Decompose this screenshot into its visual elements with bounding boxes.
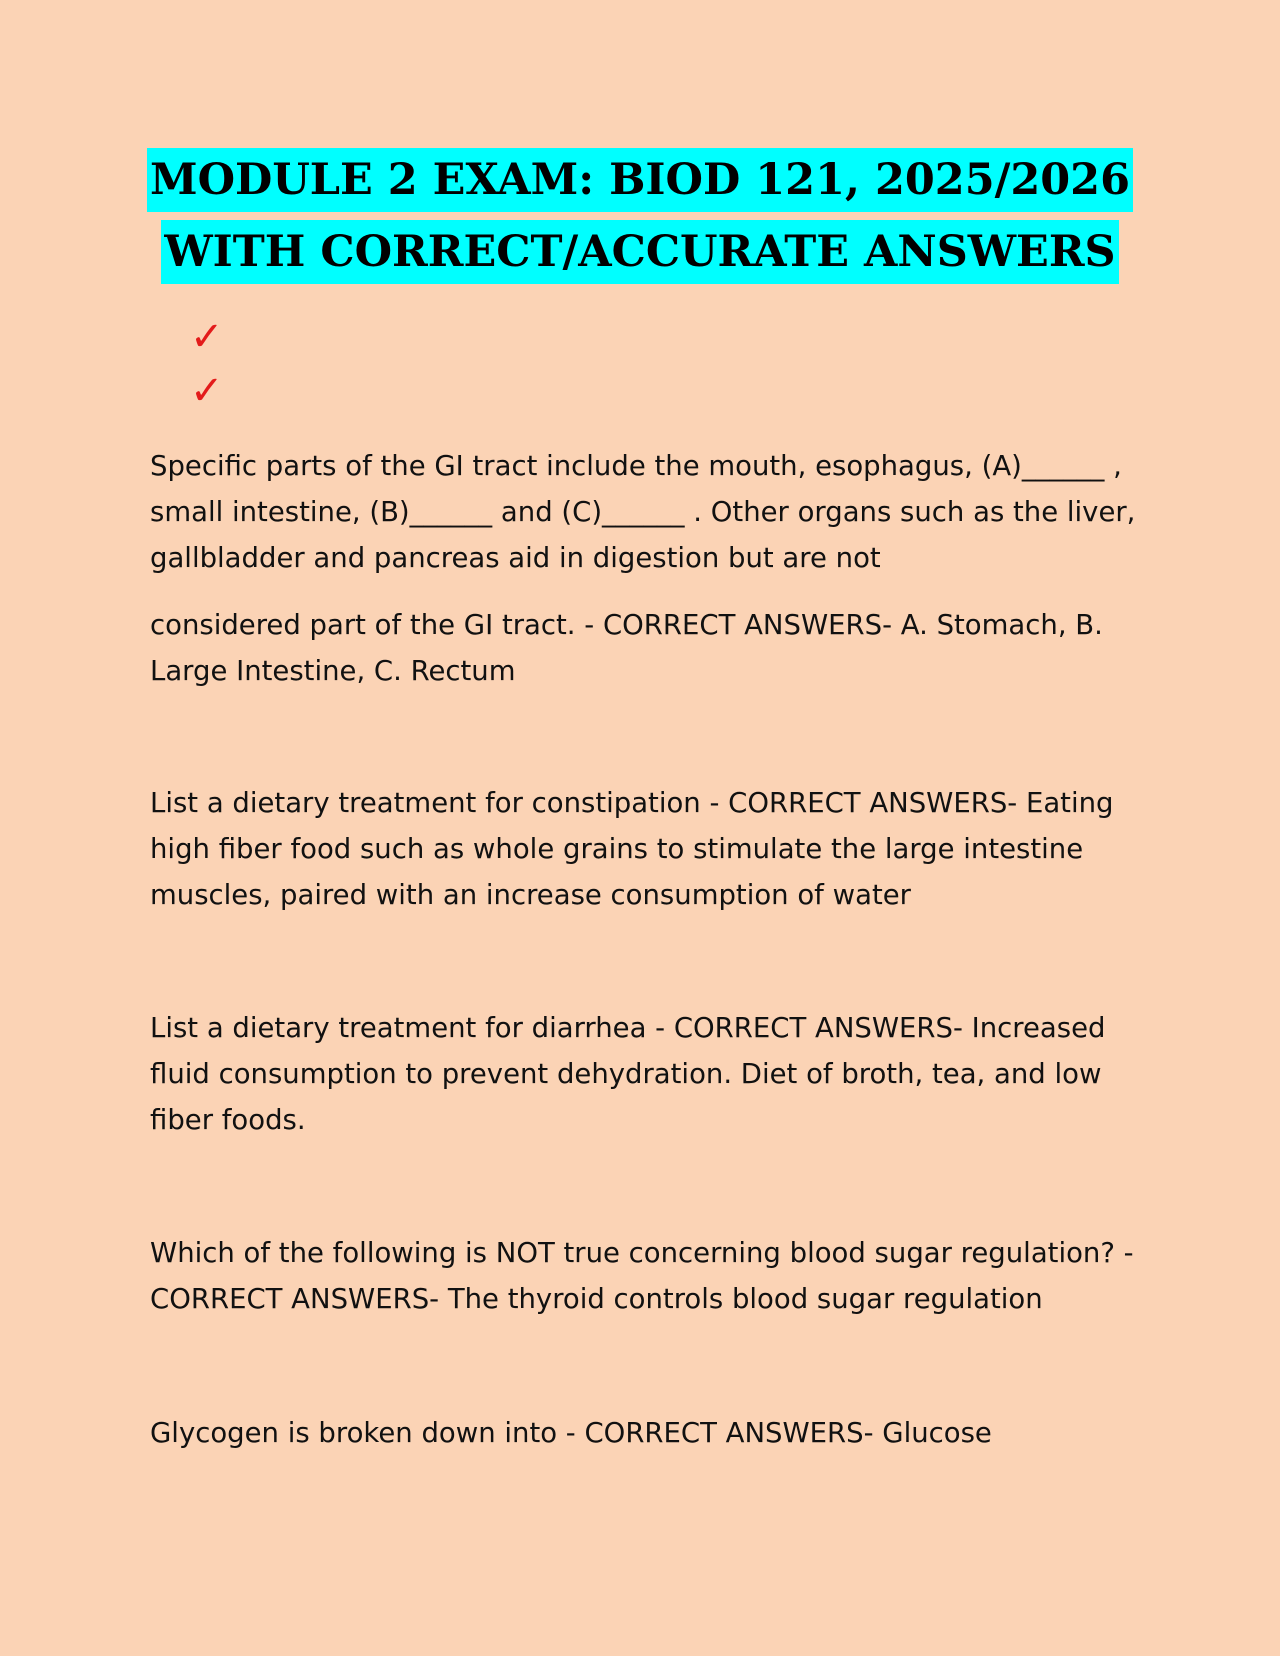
qa-item-3-text: List a dietary treatment for diarrhea - CORRECT ANSWERS- Increased fluid consumption to prevent dehydration. Diet of broth, tea, and low fiber foods. — [150, 1012, 1106, 1136]
title-line-2: WITH CORRECT/ACCURATE ANSWERS — [161, 220, 1118, 284]
qa-item-5 — [150, 1410, 1140, 1456]
document-title — [0, 148, 1280, 292]
qa-item-4-text: Which of the following is NOT true concerning blood sugar regulation? - CORRECT ANSWERS- The thyroid controls blood sugar regulation — [150, 1237, 1134, 1315]
qa-item-2 — [150, 780, 1140, 918]
qa-item-1-answer: considered part of the GI tract. - CORRECT ANSWERS- A. Stomach, B. Large Intestine, C. Rectum — [150, 609, 1103, 687]
qa-item-1-continued — [150, 602, 1140, 694]
qa-item-5-text: Glycogen is broken down into - CORRECT ANSWERS- Glucose — [150, 1417, 992, 1449]
qa-item-4 — [150, 1230, 1140, 1322]
qa-item-3 — [150, 1005, 1140, 1143]
title-line-1: MODULE 2 EXAM: BIOD 121, 2025/2026 — [147, 148, 1133, 212]
qa-item-2-text: List a dietary treatment for constipation - CORRECT ANSWERS- Eating high fiber food such as whole grains to stimulate the large intestine muscles, paired with an increase consumption of water — [150, 787, 1114, 911]
qa-item-1-question: Specific parts of the GI tract include the mouth, esophagus, (A)______ , small intestine, (B)______ and (C)______ . Other organs such as the liver, gallbladder and pancreas aid in digestion but are not — [150, 450, 1136, 574]
checkmark-list — [190, 310, 224, 418]
checkmark-icon: ✓ — [190, 368, 224, 414]
checkmark-icon: ✓ — [190, 314, 224, 360]
qa-item-1 — [150, 443, 1140, 581]
